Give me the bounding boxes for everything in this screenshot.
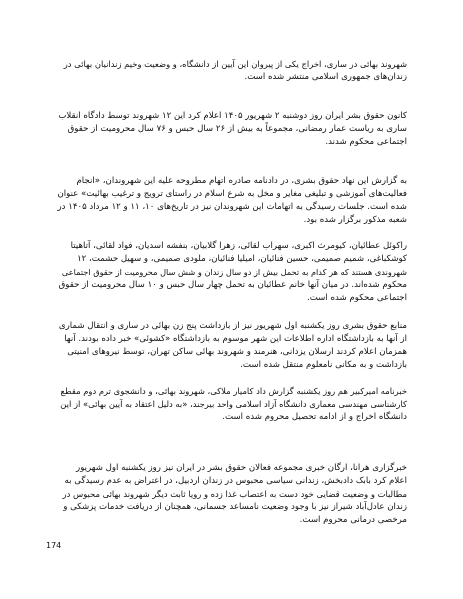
text-line: محکوم شده‌اند. در میان آنها خانم عطائیان به تحمل چهار سال حبس و ۱۰ سال محرومیت از حقوق bbox=[58, 280, 407, 290]
text-line: ساری به ریاست عمار رمضانی، مجموعاً به بیش از ۲۶ سال حبس و ۷۶ سال محرومیت از حقوق bbox=[67, 124, 407, 134]
text-line: به گزارش این نهاد حقوق بشری، در دادنامه صادره اتهام مطروحه علیه این شهروندان، «انجام bbox=[76, 176, 407, 186]
paragraph-student-expulsion bbox=[57, 385, 407, 424]
paragraph-prisoner-conditions bbox=[57, 462, 407, 527]
text-line: شهروند بهائی در ساری، اخراج یکی از پیروان این آیین از دانشگاه، و وضعیت وخیم زندانیان بهائی در bbox=[63, 59, 407, 69]
text-line: از آنها به بازداشتگاه اداره اطلاعات این شهر موسوم به بازداشتگاه «کشوئی» خبر داده بودند. آنها bbox=[64, 334, 407, 344]
paragraph-charges bbox=[57, 175, 407, 227]
text-line: شهروندی هستند که هر کدام به تحمل بیش از دو سال زندان و شش سال محرومیت از حقوق اجتماعی bbox=[61, 267, 407, 277]
text-line: مطالبات و وضعیت قضایی خود دست به اعتصاب غذا زده و رویا ثابت دیگر شهروند بهائی محبوس در bbox=[62, 489, 407, 499]
text-line: زندان‌های جمهوری اسلامی منتشر شده است. bbox=[244, 72, 407, 82]
text-line: کارشناسی مهندسی معماری دانشگاه آزاد اسلامی واحد بیرجند، «به دلیل اعتقاد به آیین بهائی» از این bbox=[60, 399, 407, 409]
paragraph-bahai-arrests-summary bbox=[57, 58, 407, 84]
text-line: خبرنامه امیرکبیر هم روز یکشنبه گزارش داد کامیار ملاکی، شهروند بهائی، و دانشجوی ترم دوم مقطع bbox=[60, 386, 407, 396]
text-line: بازداشت و به مکانی نامعلوم منتقل شده است. bbox=[240, 360, 407, 370]
text-line: کانون حقوق بشر ایران روز دوشنبه ۲ شهریور ۱۴۰۵ اعلام کرد این ۱۲ شهروند توسط دادگاه انقلاب bbox=[58, 111, 407, 121]
text-line: خبرگزاری هرانا، ارگان خبری مجموعه فعالان حقوق بشر در ایران نیز روز یکشنبه اول شهریور bbox=[76, 463, 407, 473]
paragraph-sari-detentions bbox=[57, 320, 407, 372]
text-line: دانشگاه اخراج و از ادامه تحصیل محروم شده است. bbox=[222, 412, 407, 422]
text-line: راکوئل عطائیان، کیومرث اکبری، سهراب لقائی، زهرا گلابیان، بنفشه اسدیان، فواد لقائی، آتاهیتا bbox=[70, 241, 407, 251]
text-line: منابع حقوق بشری روز یکشنبه اول شهریور نیز از بازداشت پنج زن بهائی در ساری و انتقال شماری bbox=[58, 321, 407, 331]
text-line: اجتماعی محکوم شده است. bbox=[307, 293, 407, 303]
text-line: اعلام کرد بابک دادبخش، زندانی سیاسی محبوس در زندان اردبیل، در اعتراض به عدم رسیدگی به bbox=[64, 476, 407, 486]
text-line: کوشکباغی، شمیم صمیمی، حسین فنائیان، امیلیا فنائیان، ملودی صمیمی، و سهیل حشمت، ۱۲ bbox=[77, 254, 407, 264]
text-line: اجتماعی محکوم شدند. bbox=[325, 137, 407, 147]
text-line: فعالیت‌های آموزشی و تبلیغی مغایر و مخل به شرع اسلام در راستای ترویج و ترغیب بهائیت» عنوان bbox=[57, 189, 407, 199]
text-line: شده است. جلسات رسیدگی به اتهامات این شهروندان نیز در تاریخ‌های ۱۰، ۱۱ و ۱۲ مرداد ۱۴۰۵ در bbox=[57, 202, 407, 212]
page-number: 174 bbox=[46, 541, 62, 550]
text-line: شعبه مذکور برگزار شده بود. bbox=[303, 215, 407, 225]
text-line: مرخصی درمانی محروم است. bbox=[299, 515, 407, 525]
text-line: همزمان اعلام کردند ارسلان یزدانی، هنرمند و شهروند بهائی ساکن تهران، توسط نیروهای امنیتی bbox=[67, 347, 407, 357]
paragraph-court-sentence bbox=[57, 110, 407, 149]
text-line: زندان عادل‌آباد شیراز نیز با وجود وضعیت نامساعد جسمانی، همچنان از دریافت خدمات پزشکی و bbox=[63, 502, 407, 512]
paragraph-names-list bbox=[57, 240, 407, 305]
